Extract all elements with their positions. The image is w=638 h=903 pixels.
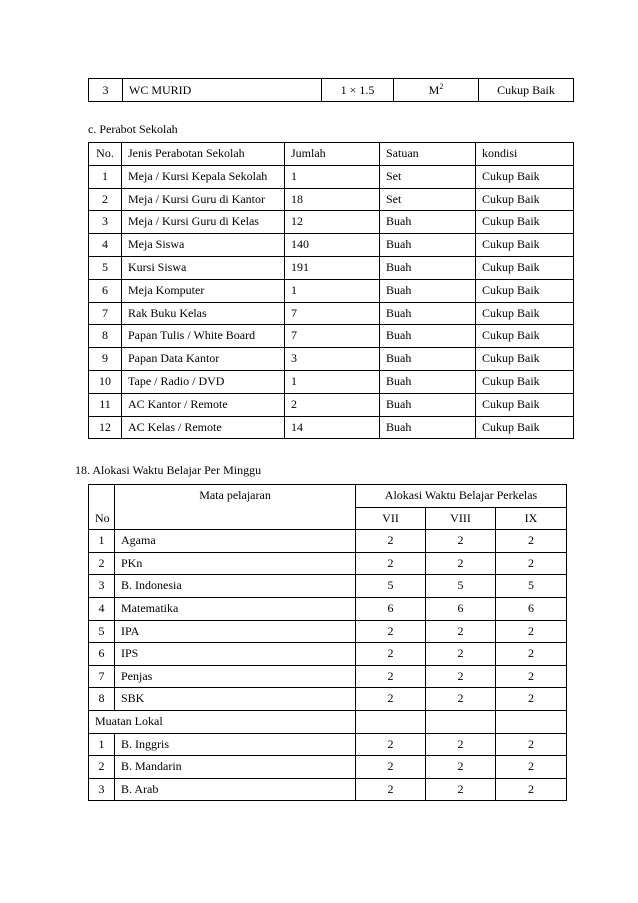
cell-no: 2 <box>89 756 115 779</box>
cell-ix: 2 <box>496 756 567 779</box>
cell-jumlah: 1 <box>285 370 380 393</box>
cell-jumlah: 140 <box>285 234 380 257</box>
perabot-table <box>88 142 574 439</box>
cell-ix: 2 <box>496 778 567 801</box>
header-satuan: Satuan <box>380 143 476 166</box>
muatan-lokal-label: Muatan Lokal <box>89 710 356 733</box>
cell-satuan: Buah <box>380 370 476 393</box>
cell-no: 5 <box>89 256 122 279</box>
table-header-row <box>89 485 567 508</box>
cell-ix: 2 <box>496 665 567 688</box>
cell-vii: 6 <box>356 597 426 620</box>
cell-jenis: Meja / Kursi Guru di Kantor <box>122 188 285 211</box>
cell-mapel: SBK <box>115 688 356 711</box>
table-row <box>89 165 574 188</box>
table-row <box>89 188 574 211</box>
cell-vii: 5 <box>356 575 426 598</box>
cell-kondisi: Cukup Baik <box>476 279 574 302</box>
cell-viii: 2 <box>426 733 496 756</box>
cell-mapel: IPA <box>115 620 356 643</box>
cell-satuan: Buah <box>380 279 476 302</box>
cell-jumlah: 191 <box>285 256 380 279</box>
muatan-lokal-row <box>89 710 567 733</box>
table-row <box>89 348 574 371</box>
cell-jenis: Meja Siswa <box>122 234 285 257</box>
cell-kondisi: Cukup Baik <box>476 188 574 211</box>
header-blank <box>115 507 356 530</box>
cell-ix: 2 <box>496 552 567 575</box>
header-alokasi: Alokasi Waktu Belajar Perkelas <box>356 485 567 508</box>
header-no: No. <box>89 143 122 166</box>
cell-kondisi: Cukup Baik <box>476 416 574 439</box>
cell-vii: 2 <box>356 778 426 801</box>
cell-satuan: Buah <box>380 416 476 439</box>
cell-kondisi: Cukup Baik <box>476 234 574 257</box>
cell-no: 4 <box>89 234 122 257</box>
cell-no: 6 <box>89 643 115 666</box>
table-row <box>89 393 574 416</box>
table-row <box>89 597 567 620</box>
cell-jenis: Meja Komputer <box>122 279 285 302</box>
cell-jenis: Meja / Kursi Kepala Sekolah <box>122 165 285 188</box>
cell-satuan: Buah <box>380 393 476 416</box>
cell-no: 2 <box>89 552 115 575</box>
cell-no: 11 <box>89 393 122 416</box>
cell-ix: 2 <box>496 620 567 643</box>
cell-ix: 6 <box>496 597 567 620</box>
cell-jenis: AC Kantor / Remote <box>122 393 285 416</box>
cell-viii: 2 <box>426 620 496 643</box>
alokasi-table <box>88 484 567 801</box>
cell-mapel: B. Inggris <box>115 733 356 756</box>
table-row <box>89 370 574 393</box>
cell-no: 3 <box>89 575 115 598</box>
table-row <box>89 530 567 553</box>
cell-kondisi: Cukup Baik <box>476 325 574 348</box>
cell-viii: 2 <box>426 688 496 711</box>
cell-no: 1 <box>89 733 115 756</box>
cell-viii: 2 <box>426 756 496 779</box>
table-row <box>89 279 574 302</box>
cell-no: 7 <box>89 302 122 325</box>
cell-jenis: Tape / Radio / DVD <box>122 370 285 393</box>
cell-jenis: Meja / Kursi Guru di Kelas <box>122 211 285 234</box>
empty-cell <box>356 710 426 733</box>
cell-no: 8 <box>89 325 122 348</box>
unit-text: M <box>428 83 440 97</box>
cell-no: 3 <box>89 79 123 102</box>
cell-kondisi: Cukup Baik <box>476 370 574 393</box>
cell-satuan: Buah <box>380 256 476 279</box>
table-header-row <box>89 143 574 166</box>
cell-vii: 2 <box>356 552 426 575</box>
header-mata-pelajaran: Mata pelajaran <box>115 485 356 508</box>
cell-mapel: Agama <box>115 530 356 553</box>
empty-cell <box>496 710 567 733</box>
table-row <box>89 643 567 666</box>
section-heading-perabot: c. Perabot Sekolah <box>88 122 178 136</box>
table-row <box>89 552 567 575</box>
cell-unit <box>394 79 479 102</box>
cell-ix: 5 <box>496 575 567 598</box>
cell-jenis: Papan Tulis / White Board <box>122 325 285 348</box>
table-row <box>89 211 574 234</box>
cell-no: 2 <box>89 188 122 211</box>
cell-ix: 2 <box>496 530 567 553</box>
header-grade-ix: IX <box>496 507 567 530</box>
cell-jumlah: 1 <box>285 279 380 302</box>
cell-no: 5 <box>89 620 115 643</box>
cell-no: 4 <box>89 597 115 620</box>
cell-jumlah: 7 <box>285 302 380 325</box>
cell-no: 10 <box>89 370 122 393</box>
cell-kondisi: Cukup Baik <box>476 211 574 234</box>
table-row <box>89 325 574 348</box>
cell-viii: 2 <box>426 552 496 575</box>
cell-mapel: IPS <box>115 643 356 666</box>
header-jumlah: Jumlah <box>285 143 380 166</box>
cell-ix: 2 <box>496 643 567 666</box>
cell-viii: 2 <box>426 530 496 553</box>
cell-ix: 2 <box>496 688 567 711</box>
cell-satuan: Buah <box>380 234 476 257</box>
cell-no: 7 <box>89 665 115 688</box>
cell-ix: 2 <box>496 733 567 756</box>
table-header-row <box>89 507 567 530</box>
cell-mapel: B. Mandarin <box>115 756 356 779</box>
header-jenis: Jenis Perabotan Sekolah <box>122 143 285 166</box>
cell-name: WC MURID <box>123 79 322 102</box>
cell-jenis: Kursi Siswa <box>122 256 285 279</box>
cell-no: 6 <box>89 279 122 302</box>
cell-jumlah: 12 <box>285 211 380 234</box>
cell-mapel: Penjas <box>115 665 356 688</box>
cell-viii: 2 <box>426 643 496 666</box>
cell-no: 1 <box>89 165 122 188</box>
cell-satuan: Buah <box>380 302 476 325</box>
table-row <box>89 234 574 257</box>
table-row <box>89 416 574 439</box>
cell-kondisi: Cukup Baik <box>476 348 574 371</box>
cell-vii: 2 <box>356 733 426 756</box>
cell-mapel: Matematika <box>115 597 356 620</box>
table-row <box>89 778 567 801</box>
cell-jumlah: 1 <box>285 165 380 188</box>
cell-jumlah: 7 <box>285 325 380 348</box>
table-row <box>89 302 574 325</box>
cell-jumlah: 18 <box>285 188 380 211</box>
cell-kondisi: Cukup Baik <box>476 302 574 325</box>
header-grade-viii: VIII <box>426 507 496 530</box>
table-row <box>89 256 574 279</box>
cell-jenis: AC Kelas / Remote <box>122 416 285 439</box>
wc-table <box>88 78 574 102</box>
table-row <box>89 620 567 643</box>
cell-jumlah: 3 <box>285 348 380 371</box>
header-kondisi: kondisi <box>476 143 574 166</box>
cell-satuan: Buah <box>380 325 476 348</box>
cell-vii: 2 <box>356 665 426 688</box>
header-grade-vii: VII <box>356 507 426 530</box>
cell-satuan: Buah <box>380 211 476 234</box>
cell-vii: 2 <box>356 756 426 779</box>
cell-kondisi: Cukup Baik <box>476 256 574 279</box>
cell-satuan: Set <box>380 188 476 211</box>
cell-mapel: B. Indonesia <box>115 575 356 598</box>
cell-no: 3 <box>89 211 122 234</box>
cell-kondisi: Cukup Baik <box>476 393 574 416</box>
cell-mapel: PKn <box>115 552 356 575</box>
cell-viii: 6 <box>426 597 496 620</box>
cell-size: 1 × 1.5 <box>322 79 394 102</box>
cell-no: 3 <box>89 778 115 801</box>
cell-jenis: Papan Data Kantor <box>122 348 285 371</box>
section-heading-alokasi: 18. Alokasi Waktu Belajar Per Minggu <box>75 463 262 477</box>
unit-superscript: 2 <box>439 82 444 91</box>
table-row <box>89 575 567 598</box>
cell-viii: 5 <box>426 575 496 598</box>
cell-kondisi: Cukup Baik <box>476 165 574 188</box>
cell-no: 8 <box>89 688 115 711</box>
cell-satuan: Set <box>380 165 476 188</box>
header-no: No <box>89 485 115 530</box>
cell-jumlah: 14 <box>285 416 380 439</box>
table-row <box>89 733 567 756</box>
cell-condition: Cukup Baik <box>479 79 574 102</box>
cell-no: 12 <box>89 416 122 439</box>
cell-satuan: Buah <box>380 348 476 371</box>
cell-vii: 2 <box>356 643 426 666</box>
cell-viii: 2 <box>426 665 496 688</box>
table-row <box>89 79 574 102</box>
cell-no: 1 <box>89 530 115 553</box>
cell-jenis: Rak Buku Kelas <box>122 302 285 325</box>
cell-viii: 2 <box>426 778 496 801</box>
empty-cell <box>426 710 496 733</box>
cell-mapel: B. Arab <box>115 778 356 801</box>
cell-vii: 2 <box>356 688 426 711</box>
cell-vii: 2 <box>356 530 426 553</box>
cell-vii: 2 <box>356 620 426 643</box>
cell-jumlah: 2 <box>285 393 380 416</box>
table-row <box>89 688 567 711</box>
cell-no: 9 <box>89 348 122 371</box>
table-row <box>89 665 567 688</box>
table-row <box>89 756 567 779</box>
